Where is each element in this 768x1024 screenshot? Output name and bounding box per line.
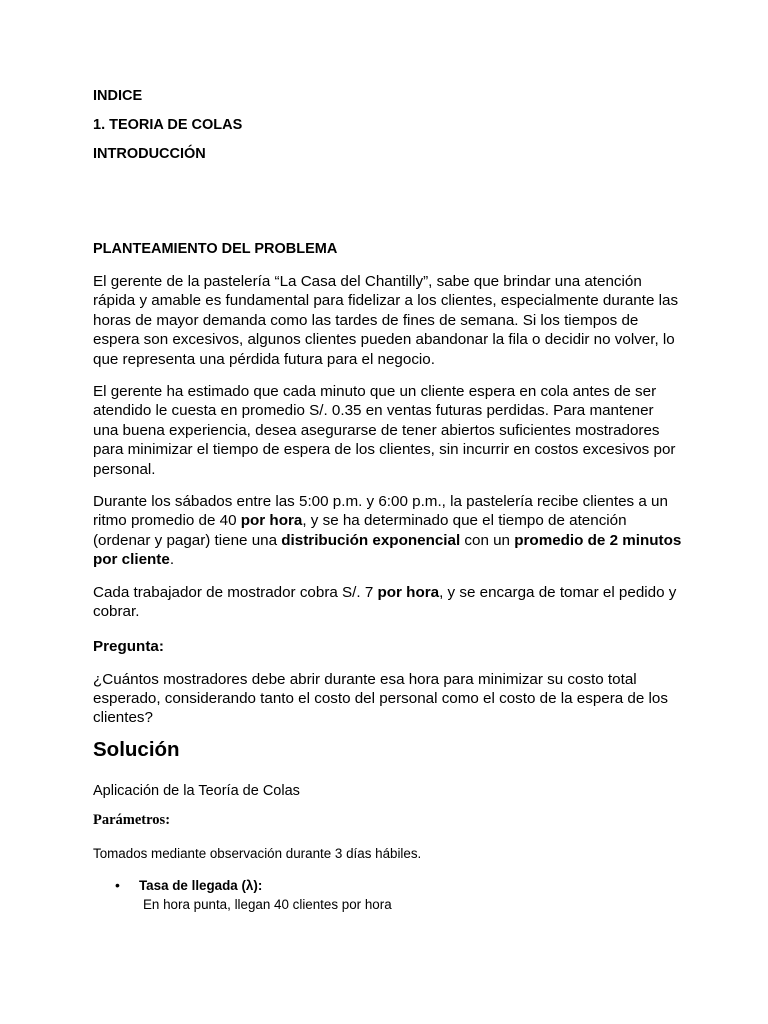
text-segment: , y se ha determinado que el tiempo de atención (ordenar y pagar) tiene una	[93, 512, 627, 549]
paragraph-worker-cost	[93, 583, 683, 622]
bullet-title: Tasa de llegada (λ):	[139, 878, 263, 894]
bullet-icon: •	[115, 877, 120, 894]
bullet-text: En hora punta, llegan 40 clientes por hora	[143, 897, 392, 913]
bold-segment: promedio de 2 minutos por cliente	[93, 531, 682, 569]
heading-parametros: Parámetros:	[93, 812, 171, 829]
heading-indice: INDICE	[93, 88, 143, 104]
heading-introduccion: INTRODUCCIÓN	[93, 146, 206, 162]
bold-segment: distribución exponencial	[281, 531, 461, 549]
paragraph-arrival-service	[93, 492, 683, 570]
list-item-tasa-llegada	[93, 876, 683, 914]
bold-segment: por hora	[240, 512, 303, 530]
text-tomados: Tomados mediante observación durante 3 días hábiles.	[93, 846, 422, 862]
document-content	[93, 86, 683, 914]
heading-planteamiento: PLANTEAMIENTO DEL PROBLEMA	[93, 241, 338, 257]
heading-solucion: Solución	[93, 737, 180, 761]
bold-segment: por hora	[377, 583, 440, 601]
paragraph-cost-estimate: El gerente ha estimado que cada minuto que un cliente espera en cola antes de ser atendido le cuesta en promedio S/. 0.35 en ventas futuras perdidas. Para mantener una buena experiencia, desea asegurarse de tener abiertos suficientes mostradores para minimizar el tiempo de espera de los clientes, sin incurrir en costos excesivos por personal.	[93, 383, 676, 478]
text-segment: Durante los sábados entre las 5:00 p.m. y 6:00 p.m., la pastelería recibe clientes a un ritmo promedio de 40	[93, 493, 668, 530]
text-segment: .	[169, 551, 175, 569]
subheading-aplicacion: Aplicación de la Teoría de Colas	[93, 782, 300, 799]
paragraph-context: El gerente de la pastelería “La Casa del Chantilly”, sabe que brindar una atención rápida y amable es fundamental para fidelizar a los clientes, especialmente durante las horas de mayor demanda como las tardes de fines de semana. Si los tiempos de espera son excesivos, algunos clientes pueden abandonar la fila o decidir no volver, lo que representa una pérdida futura para el negocio.	[93, 273, 679, 368]
text-segment: con un	[460, 531, 515, 549]
text-segment: , y se encarga de tomar el pedido y cobrar.	[93, 583, 677, 621]
paragraph-question: ¿Cuántos mostradores debe abrir durante esa hora para minimizar su costo total esperado, considerando tanto el costo del personal como el costo de la espera de los clientes?	[93, 670, 668, 727]
pregunta-label: Pregunta:	[93, 637, 164, 655]
text-segment: Cada trabajador de mostrador cobra S/. 7	[93, 583, 378, 601]
heading-teoria-de-colas: 1. TEORIA DE COLAS	[93, 117, 243, 133]
